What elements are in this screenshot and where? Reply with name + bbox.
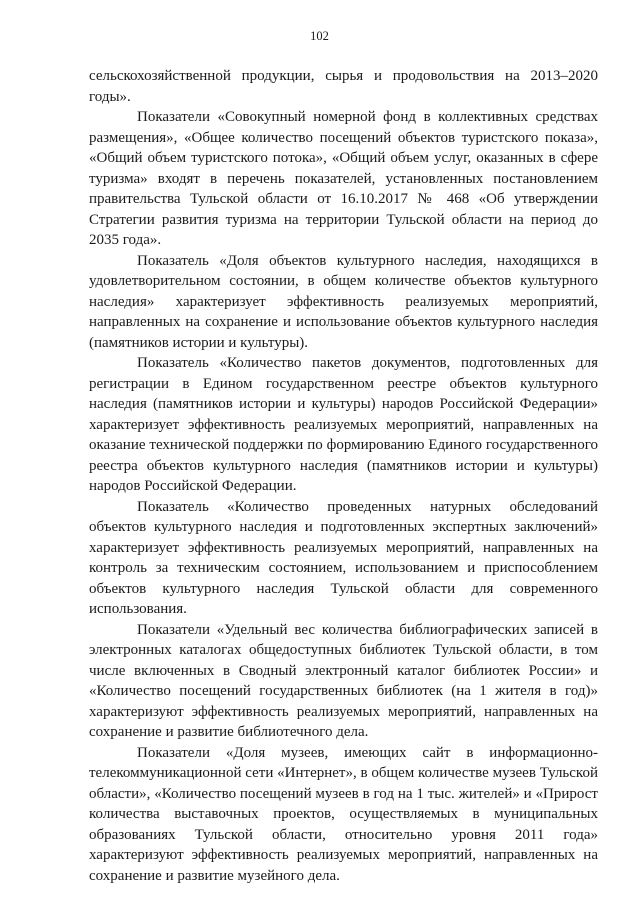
paragraph-heritage-inspections: Показатель «Количество проведенных натурных обследований объектов культурного наследия и подготовленных экспертных заключений» характеризует эффективность реализуемых мероприятий, направленных на контроль за техническим состоянием, использованием и приспособлением объектов культурного наследия Тульской области для современного использования. bbox=[89, 498, 598, 617]
paragraph-tourism-indicators: Показатели «Совокупный номерной фонд в коллективных средствах размещения», «Общее количество посещений объектов туристского показа», «Общий объем туристского потока», «Общий объем услуг, оказанных в сфере туризма» входят в перечень показателей, установленных постановлением правительства Тульской области от 16.10.2017 № 468 «Об утверждении Стратегии развития туризма на территории Тульской области на период до 2035 года». bbox=[89, 109, 598, 248]
paragraph-heritage-condition: Показатель «Доля объектов культурного наследия, находящихся в удовлетворительном состоянии, в общем количестве объектов культурного наследия» характеризует эффективность реализуемых мероприятий, направленных на сохранение и использование объектов культурного наследия (памятников истории и культуры). bbox=[89, 252, 598, 351]
document-body bbox=[89, 66, 598, 886]
paragraph-continuation: сельскохозяйственной продукции, сырья и продовольствия на 2013–2020 годы». bbox=[89, 68, 598, 105]
page-number: 102 bbox=[310, 29, 329, 43]
paragraph-museums: Показатели «Доля музеев, имеющих сайт в информационно-телекоммуникационной сети «Интернет», в общем количестве музеев Тульской области», «Количество посещений музеев в год на 1 тыс. жителей» и «Прирост количества выставочных проектов, осуществляемых в муниципальных образованиях Тульской области, относительно уровня 2011 года» характеризуют эффективность реализуемых мероприятий, направленных на сохранение и развитие музейного дела. bbox=[89, 744, 598, 884]
paragraph-libraries: Показатели «Удельный вес количества библиографических записей в электронных каталогах общедоступных библиотек Тульской области, в том числе включенных в Сводный электронный каталог библиотек России» и «Количество посещений государственных библиотек (на 1 жителя в год)» характеризуют эффективность реализуемых мероприятий, направленных на сохранение и развитие библиотечного дела. bbox=[89, 621, 598, 740]
paragraph-heritage-registry: Показатель «Количество пакетов документов, подготовленных для регистрации в Едином государственном реестре объектов культурного наследия (памятников истории и культуры) народов Российской Федерации» характеризует эффективность реализуемых мероприятий, направленных на оказание технической поддержки по формированию Единого государственного реестра объектов культурного наследия (памятников истории и культуры) народов Российской Федерации. bbox=[89, 355, 598, 494]
